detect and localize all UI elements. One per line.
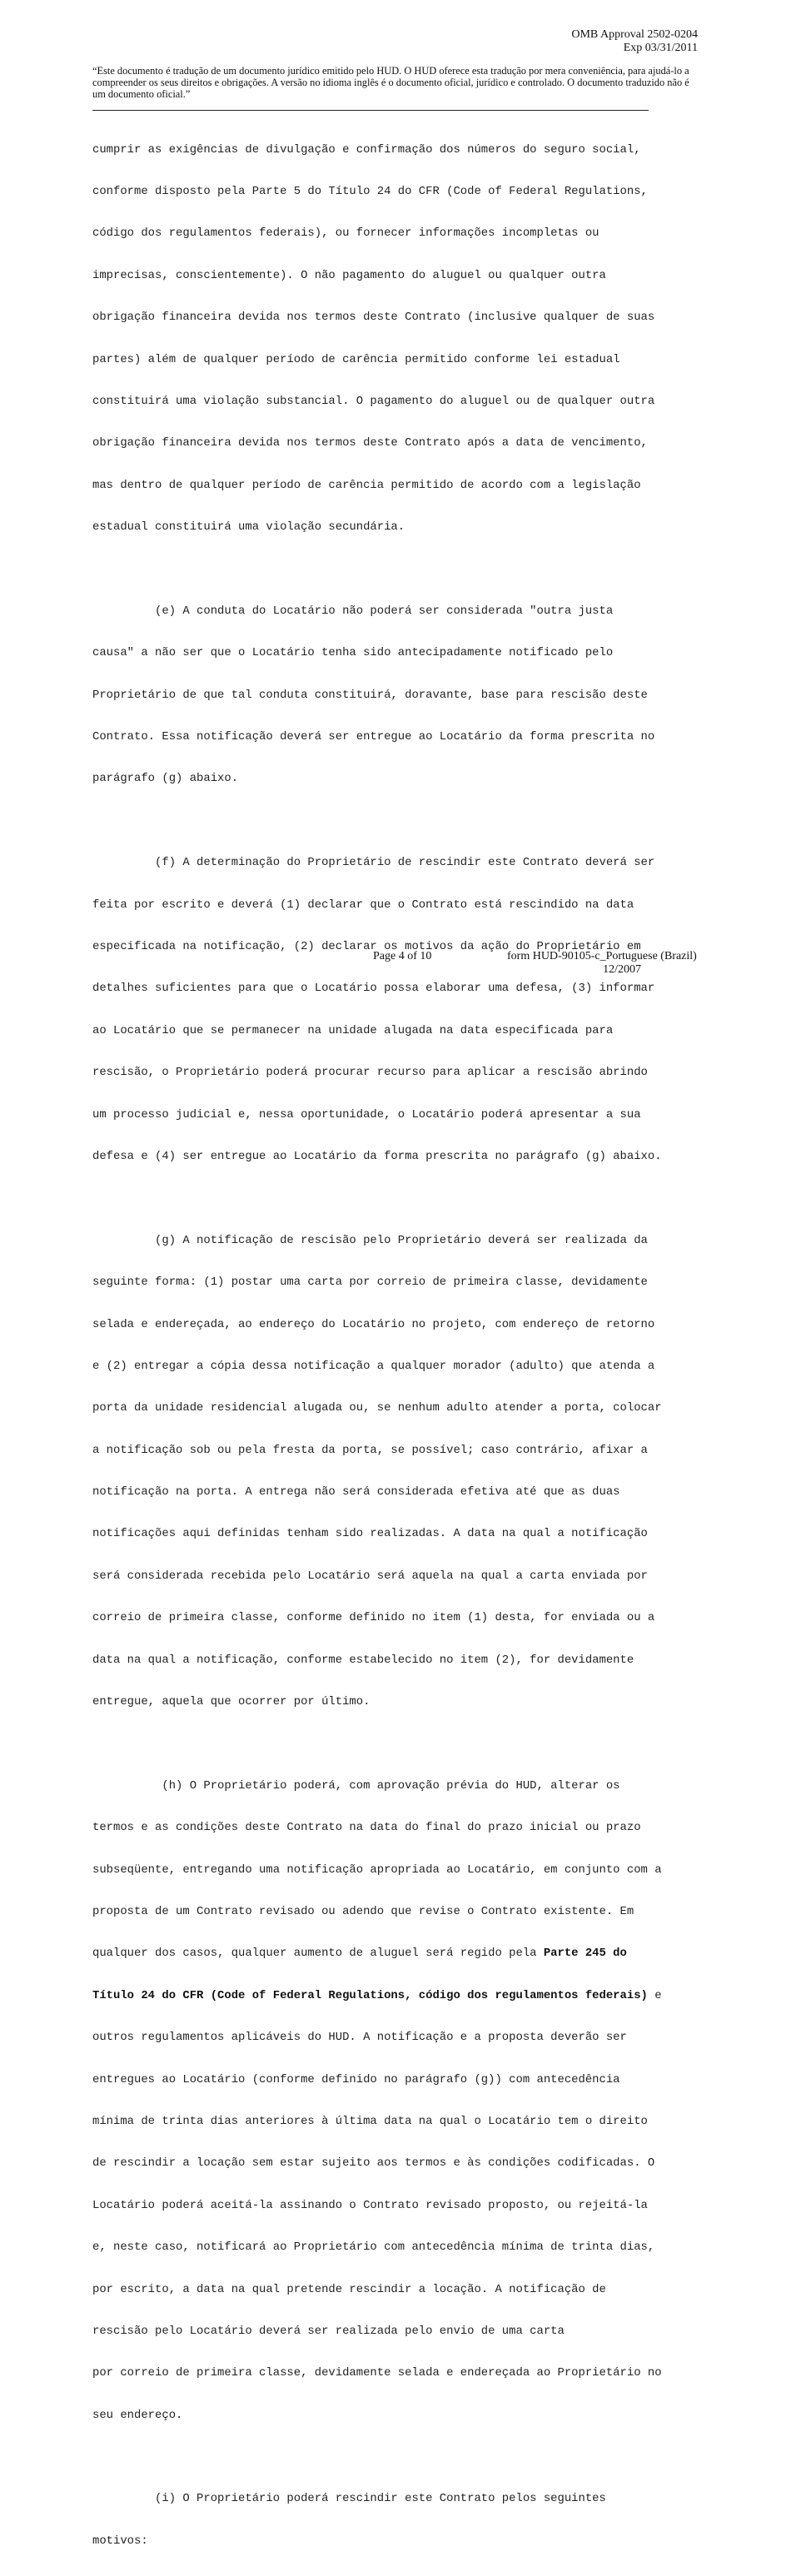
paragraph-spacer	[92, 563, 704, 577]
text-line: rescisão pelo Locatário deverá ser realizada pelo envio de uma carta	[92, 2324, 565, 2338]
text-line: Contrato. Essa notificação deverá ser entregue ao Locatário da forma prescrita no	[92, 730, 655, 744]
paragraph-h	[92, 1751, 704, 2450]
paragraph-f	[92, 828, 704, 1192]
cfr-reference-bold: Parte 245 do	[543, 1947, 627, 1961]
text-line: parágrafo (g) abaixo.	[92, 772, 239, 786]
header-divider	[92, 110, 649, 111]
text-run: e	[647, 1988, 662, 2002]
page-number: Page 4 of 10	[373, 950, 432, 962]
text-line: Proprietário de que tal conduta constituirá, doravante, base para rescisão deste	[92, 688, 648, 702]
text-line: feita por escrito e deverá (1) declarar que o Contrato está rescindido na data	[92, 898, 634, 912]
paragraph-d-continuation	[92, 115, 704, 563]
text-line: (i) O Proprietário poderá rescindir este Contrato pelos seguintes	[92, 2492, 606, 2506]
text-line: notificações aqui definidas tenham sido realizadas. A data na qual a notificação	[92, 1527, 648, 1541]
text-line: termos e as condições deste Contrato na data do final do prazo inicial ou prazo	[92, 1821, 641, 1835]
text-line: um processo judicial e, nessa oportunidade, o Locatário poderá apresentar a sua	[92, 1107, 641, 1121]
text-line: data na qual a notificação, conforme estabelecido no item (2), for devidamente	[92, 1653, 634, 1667]
text-line: partes) além de qualquer período de carência permitido conforme lei estadual	[92, 352, 620, 366]
text-line	[92, 1989, 704, 2003]
translation-disclaimer: “Este documento é tradução de um documento jurídico emitido pelo HUD. O HUD oferece esta tradução por mera conveniência, para ajudá-lo a compreender os seus direitos e obrigações. A versão no idioma inglês é o documento oficial, jurídico e controlado. O documento traduzido não é um documento oficial.”	[92, 65, 689, 100]
text-line: detalhes suficientes para que o Locatário possa elaborar uma defesa, (3) informar	[92, 982, 655, 996]
form-identifier	[507, 950, 697, 977]
text-line: causa" a não ser que o Locatário tenha sido antecipadamente notificado pelo	[92, 646, 614, 660]
text-line: a notificação sob ou pela fresta da porta, se possível; caso contrário, afixar a	[92, 1443, 648, 1457]
form-id-text: form HUD-90105-c_Portuguese (Brazil)	[507, 950, 697, 962]
text-line: obrigação financeira devida nos termos deste Contrato (inclusive qualquer de suas	[92, 311, 655, 325]
paragraph-g	[92, 1206, 704, 1737]
text-line: obrigação financeira devida nos termos deste Contrato após a data de vencimento,	[92, 436, 648, 450]
text-line: seguinte forma: (1) postar uma carta por correio de primeira classe, devidamente	[92, 1276, 648, 1290]
cfr-reference-bold: Título 24 do CFR (Code of Federal Regulations, código dos regulamentos federais)	[92, 1988, 648, 2002]
text-line: entregue, aquela que ocorrer por último.	[92, 1695, 371, 1709]
text-line: selada e endereçada, ao endereço do Locatário no projeto, com endereço de retorno	[92, 1317, 655, 1331]
text-line: cumprir as exigências de divulgação e confirmação dos números do seguro social,	[92, 142, 641, 157]
text-line: será considerada recebida pelo Locatário será aquela na qual a carta enviada por	[92, 1569, 648, 1583]
text-line: defesa e (4) ser entregue ao Locatário da forma prescrita no parágrafo (g) abaixo.	[92, 1149, 662, 1163]
paragraph-spacer	[92, 2450, 704, 2464]
text-line: subseqüente, entregando uma notificação apropriada ao Locatário, em conjunto com a	[92, 1862, 662, 1877]
text-line: rescisão, o Proprietário poderá procurar recurso para aplicar a rescisão abrindo	[92, 1066, 648, 1080]
text-line: (h) O Proprietário poderá, com aprovação prévia do HUD, alterar os	[92, 1778, 620, 1793]
text-line: proposta de um Contrato revisado ou adendo que revise o Contrato existente. Em	[92, 1905, 634, 1918]
text-line: (f) A determinação do Proprietário de rescindir este Contrato deverá ser	[92, 856, 655, 870]
text-line: mas dentro de qualquer período de carência permitido de acordo com a legislação	[92, 478, 641, 492]
form-date: 12/2007	[603, 963, 641, 976]
text-line: e (2) entregar a cópia dessa notificação a qualquer morador (adulto) que atenda a	[92, 1359, 655, 1373]
text-line: mínima de trinta dias anteriores à última data na qual o Locatário tem o direito	[92, 2114, 648, 2128]
text-line: correio de primeira classe, conforme definido no item (1) desta, for enviada ou a	[92, 1611, 655, 1625]
text-line: (g) A notificação de rescisão pelo Proprietário deverá ser realizada da	[92, 1233, 648, 1247]
text-line: código dos regulamentos federais), ou fornecer informações incompletas ou	[92, 226, 599, 241]
text-line: conforme disposto pela Parte 5 do Título 24 do CFR (Code of Federal Regulations,	[92, 184, 648, 198]
text-line: notificação na porta. A entrega não será considerada efetiva até que as duas	[92, 1485, 620, 1499]
text-line: por correio de primeira classe, devidamente selada e endereçada ao Proprietário no	[92, 2366, 662, 2380]
text-line: imprecisas, conscientemente). O não pagamento do aluguel ou qualquer outra	[92, 268, 606, 282]
omb-approval-block	[571, 28, 698, 55]
document-body	[92, 115, 704, 2576]
text-line: ao Locatário que se permanecer na unidade alugada na data especificada para	[92, 1023, 614, 1037]
text-line: porta da unidade residencial alugada ou, se nenhum adulto atender a porta, colocar	[92, 1401, 662, 1415]
paragraph-i	[92, 2464, 704, 2576]
text-line: por escrito, a data na qual pretende rescindir a locação. A notificação de	[92, 2282, 606, 2296]
text-line: (e) A conduta do Locatário não poderá ser considerada "outra justa	[92, 604, 614, 618]
paragraph-spacer	[92, 1191, 704, 1206]
text-line: seu endereço.	[92, 2408, 183, 2422]
text-line	[92, 1947, 704, 1961]
omb-expiration-date: Exp 03/31/2011	[623, 42, 698, 54]
text-line: estadual constituirá uma violação secundária.	[92, 520, 405, 535]
text-line: entregues ao Locatário (conforme definido no parágrafo (g)) com antecedência	[92, 2072, 620, 2086]
paragraph-spacer	[92, 814, 704, 828]
text-line: e, neste caso, notificará ao Proprietário com antecedência mínima de trinta dias,	[92, 2240, 655, 2255]
omb-approval-number: OMB Approval 2502-0204	[571, 28, 698, 41]
text-line: motivos:	[92, 2534, 148, 2548]
text-line: constituirá uma violação substancial. O pagamento do aluguel ou de qualquer outra	[92, 394, 655, 408]
text-line: Locatário poderá aceitá-la assinando o Contrato revisado proposto, ou rejeitá-la	[92, 2198, 648, 2212]
paragraph-spacer	[92, 1737, 704, 1751]
text-run: qualquer dos casos, qualquer aumento de aluguel será regido pela	[92, 1947, 544, 1961]
text-line: de rescindir a locação sem estar sujeito aos termos e às condições codificadas. O	[92, 2156, 655, 2171]
text-line: outros regulamentos aplicáveis do HUD. A notificação e a proposta deverão ser	[92, 2031, 627, 2045]
paragraph-e	[92, 576, 704, 814]
text-line: especificada na notificação, (2) declarar os motivos da ação do Proprietário em	[92, 940, 641, 954]
